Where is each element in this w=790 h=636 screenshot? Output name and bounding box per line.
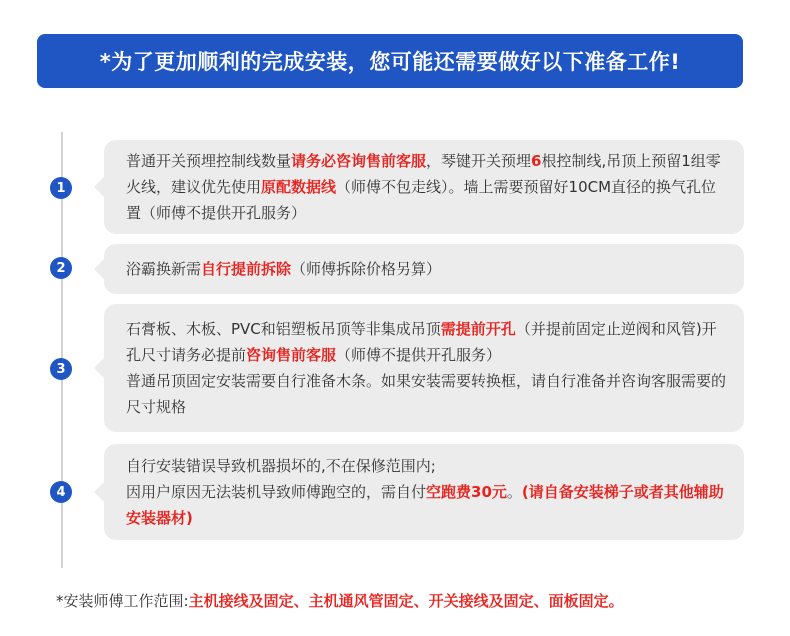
step-4-paragraph-2 xyxy=(126,479,728,531)
step-1-text-a: 普通开关预埋控制线数量 xyxy=(126,152,292,170)
step-3-paragraph-1 xyxy=(126,316,728,368)
step-3-text-b: （并提前固定止逆阀和风管)开孔尺寸请务必提前 xyxy=(126,320,717,364)
step-number-3: 3 xyxy=(50,358,72,380)
step-4-text-a: 因用户原因无法装机导致师傅跑空的，需自付 xyxy=(126,483,427,501)
step-card-2 xyxy=(104,244,744,294)
step-text-3 xyxy=(126,316,728,420)
step-4-text-b: 。 xyxy=(506,483,522,501)
step-number-2: 2 xyxy=(50,257,72,279)
step-1-highlight-a: 请务必咨询售前客服 xyxy=(291,152,427,170)
step-3-text-a: 石膏板、木板、PVC和铝塑板吊顶等非集成吊顶 xyxy=(126,320,441,338)
step-number-4: 4 xyxy=(50,481,72,503)
step-3-paragraph-2: 普通吊顶固定安装需要自行准备木条。如果安装需要转换框，请自行准备并咨询客服需要的尺寸规格 xyxy=(126,372,727,416)
step-4-highlight-a: 空跑费30元 xyxy=(426,483,507,501)
footer-highlight: 主机接线及固定、主机通风管固定、开关接线及固定、面板固定。 xyxy=(188,592,624,610)
step-text-1 xyxy=(126,148,728,226)
step-2-highlight-a: 自行提前拆除 xyxy=(201,260,292,278)
step-4-paragraph-1: 自行安装错误导致机器损坏的,不在保修范围内; xyxy=(126,457,436,475)
step-1-text-d: （师傅不包走线）。墙上需要预留好10CM直径的换气孔位置（师傅不提供开孔服务） xyxy=(126,178,717,222)
banner-text: *为了更加顺利的完成安装，您可能还需要做好以下准备工作! xyxy=(99,50,681,74)
step-text-2 xyxy=(126,256,728,282)
step-card-4 xyxy=(104,444,744,540)
step-2-text-a: 浴霸换新需 xyxy=(126,260,202,278)
step-1-highlight-c: 原配数据线 xyxy=(261,178,337,196)
step-1-text-b: ，琴键开关预埋 xyxy=(426,152,532,170)
step-3-text-c: （师傅不提供开孔服务） xyxy=(336,346,502,364)
step-3-highlight-b: 咨询售前客服 xyxy=(246,346,337,364)
step-number-1: 1 xyxy=(50,177,72,199)
step-4-highlight-b: (请自备安装梯子或者其他辅助安装器材) xyxy=(126,483,724,527)
step-2-text-b: （师傅拆除价格另算） xyxy=(291,260,442,278)
step-card-3 xyxy=(104,304,744,432)
footer-prefix: *安装师傅工作范围: xyxy=(56,592,189,610)
step-3-highlight-a: 需提前开孔 xyxy=(440,320,516,338)
step-1-text-c: 根控制线,吊顶上预留1组零火线，建议优先使用 xyxy=(126,152,721,196)
footer-note xyxy=(56,590,756,611)
step-text-4 xyxy=(126,453,728,531)
notice-banner xyxy=(37,34,743,88)
step-card-1 xyxy=(104,140,744,234)
step-1-highlight-b: 6 xyxy=(531,152,542,170)
